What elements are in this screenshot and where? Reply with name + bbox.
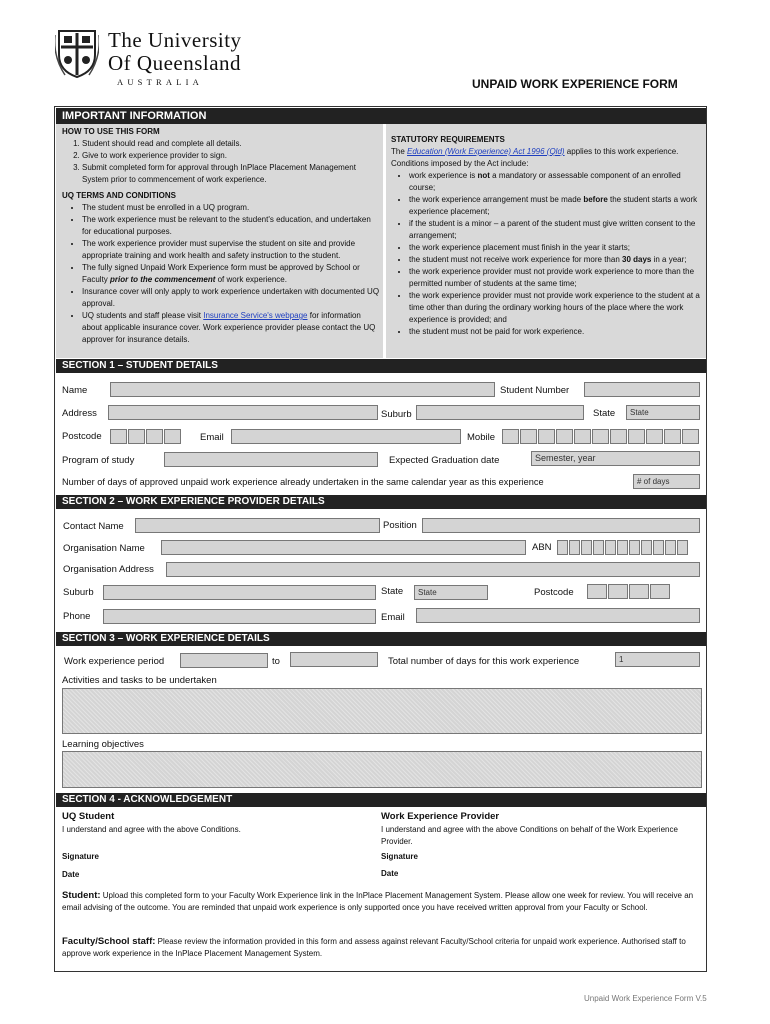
how-step: 1. Student should read and complete all details. bbox=[82, 138, 380, 150]
provider-suburb-input[interactable] bbox=[103, 585, 376, 600]
term-item: • The student must be enrolled in a UQ program. bbox=[82, 202, 380, 214]
total-days-input[interactable]: 1 bbox=[615, 652, 700, 667]
provider-postcode-label: Postcode bbox=[534, 587, 574, 598]
contact-name-label: Contact Name bbox=[63, 521, 124, 532]
term-item: • Insurance cover will only apply to work experience undertaken with documented UQ approval. bbox=[82, 286, 380, 310]
statutory-item: • the student must not be paid for work experience. bbox=[409, 326, 701, 338]
activities-label: Activities and tasks to be undertaken bbox=[62, 675, 217, 686]
suburb-label: Suburb bbox=[381, 409, 412, 420]
provider-ack-title: Work Experience Provider bbox=[381, 811, 500, 822]
state-input[interactable]: State bbox=[626, 405, 700, 420]
student-number-input[interactable] bbox=[584, 382, 700, 397]
staff-instructions: Faculty/School staff: Please review the information provided in this form and assess against relevant Faculty/School criteria for unpaid work experience. Authorised staff to approve work experience in the InPlace Placement Management System. bbox=[62, 936, 686, 958]
university-name-line1: The University bbox=[108, 28, 242, 52]
email-input[interactable] bbox=[231, 429, 461, 444]
position-label: Position bbox=[383, 520, 417, 531]
university-country: AUSTRALIA bbox=[117, 77, 203, 87]
uq-student-text: I understand and agree with the above Conditions. bbox=[62, 825, 241, 834]
organisation-name-label: Organisation Name bbox=[63, 543, 145, 554]
uq-crest-logo bbox=[55, 27, 99, 79]
term-item: • The work experience provider must supervise the student on site and provide appropriate training and work health and safety instruction to the student. bbox=[82, 238, 380, 262]
how-to-title: HOW TO USE THIS FORM bbox=[62, 127, 160, 136]
term-item: • UQ students and staff please visit Insurance Service's webpage for information about applicable insurance cover. Work experience provider please contact the UQ approver for insurance details. bbox=[82, 310, 380, 346]
mobile-cells[interactable] bbox=[502, 429, 700, 444]
abn-label: ABN bbox=[532, 542, 552, 553]
state-label: State bbox=[593, 408, 616, 419]
objectives-label: Learning objectives bbox=[62, 739, 144, 750]
objectives-textarea[interactable] bbox=[62, 751, 702, 788]
statutory-item: • the work experience placement must finish in the year it starts; bbox=[409, 242, 701, 254]
how-to-section bbox=[62, 126, 380, 346]
program-input[interactable] bbox=[164, 452, 378, 467]
statutory-section bbox=[391, 134, 701, 338]
address-input[interactable] bbox=[108, 405, 378, 420]
address-label: Address bbox=[62, 408, 97, 419]
student-number-label: Student Number bbox=[500, 385, 570, 396]
provider-postcode-cells[interactable] bbox=[587, 584, 671, 599]
section3-header: SECTION 3 – WORK EXPERIENCE DETAILS bbox=[56, 632, 706, 646]
contact-name-input[interactable] bbox=[135, 518, 380, 533]
uq-student-title: UQ Student bbox=[62, 811, 115, 822]
name-label: Name bbox=[62, 385, 88, 396]
statutory-item: • the work experience provider must not provide work experience to more than the permitted number of students at the same time; bbox=[409, 266, 701, 290]
organisation-name-input[interactable] bbox=[161, 540, 526, 555]
statutory-item: • the work experience provider must not provide work experience to the student at a time other than during the ordinary working hours of the place where the work experience is provided; and bbox=[409, 290, 701, 326]
form-title: UNPAID WORK EXPERIENCE FORM bbox=[472, 77, 678, 91]
provider-state-label: State bbox=[381, 586, 404, 597]
student-name-input[interactable] bbox=[110, 382, 495, 397]
period-end-input[interactable] bbox=[290, 652, 378, 667]
graduation-label: Expected Graduation date bbox=[389, 455, 500, 466]
section1-header: SECTION 1 – STUDENT DETAILS bbox=[56, 359, 706, 373]
provider-email-label: Email bbox=[381, 612, 405, 623]
total-days-label: Total number of days for this work experience bbox=[388, 656, 580, 667]
activities-textarea[interactable] bbox=[62, 688, 702, 734]
statutory-intro: The Education (Work Experience) Act 1996 (Qld) applies to this work experience. Conditions imposed by the Act include: bbox=[391, 147, 679, 168]
student-signature-label: Signature bbox=[62, 852, 99, 861]
statutory-item: • the student must not receive work experience for more than 30 days in a year; bbox=[409, 254, 701, 266]
prior-days-input[interactable]: # of days bbox=[633, 474, 700, 489]
term-item: • The work experience must be relevant to the student's education, and undertaken for educational purposes. bbox=[82, 214, 380, 238]
email-label: Email bbox=[200, 432, 224, 443]
graduation-input[interactable]: Semester, year bbox=[531, 451, 700, 466]
abn-cells[interactable] bbox=[557, 540, 689, 555]
position-input[interactable] bbox=[422, 518, 700, 533]
important-info-header: IMPORTANT INFORMATION bbox=[56, 108, 706, 124]
provider-state-input[interactable]: State bbox=[414, 585, 488, 600]
organisation-address-label: Organisation Address bbox=[63, 564, 154, 575]
phone-label: Phone bbox=[63, 611, 91, 622]
student-date-label: Date bbox=[62, 870, 80, 879]
term-item: • The fully signed Unpaid Work Experience form must be approved by School or Faculty prior to the commencement of work experience. bbox=[82, 262, 380, 286]
how-step: 3. Submit completed form for approval through InPlace Placement Management System prior to commencement of work experience. bbox=[82, 162, 380, 186]
organisation-address-input[interactable] bbox=[166, 562, 700, 577]
program-label: Program of study bbox=[62, 455, 135, 466]
terms-title: UQ TERMS AND CONDITIONS bbox=[62, 191, 176, 200]
postcode-label: Postcode bbox=[62, 431, 102, 442]
period-label: Work experience period bbox=[64, 656, 165, 667]
provider-ack-text: I understand and agree with the above Conditions on behalf of the Work Experience Provider. bbox=[381, 825, 678, 846]
suburb-input[interactable] bbox=[416, 405, 584, 420]
section4-header: SECTION 4 - ACKNOWLEDGEMENT bbox=[56, 793, 706, 807]
statutory-item: • if the student is a minor – a parent of the student must give written consent to the arrangement; bbox=[409, 218, 701, 242]
postcode-cells[interactable] bbox=[110, 429, 182, 444]
statutory-item: • the work experience arrangement must be made before the student starts a work experience placement; bbox=[409, 194, 701, 218]
provider-suburb-label: Suburb bbox=[63, 587, 94, 598]
section2-header: SECTION 2 – WORK EXPERIENCE PROVIDER DETAILS bbox=[56, 495, 706, 509]
period-to-label: to bbox=[272, 656, 280, 667]
phone-input[interactable] bbox=[103, 609, 376, 624]
prior-days-label: Number of days of approved unpaid work experience already undertaken in the same calendar year as this experience bbox=[62, 477, 544, 487]
provider-signature-label: Signature bbox=[381, 852, 418, 861]
how-step: 2. Give to work experience provider to sign. bbox=[82, 150, 380, 162]
university-name-line2: Of Queensland bbox=[108, 51, 242, 75]
insurance-link[interactable]: Insurance Service's webpage bbox=[203, 311, 308, 320]
student-instructions: Student: Upload this completed form to your Faculty Work Experience link in the InPlace Placement Management System. Please allow one week for review. You will receive an email advising of the outcome. You are reminded that unpaid work experience is only supported once you have received written approval from your Faculty or School. bbox=[62, 890, 694, 912]
statutory-title: STATUTORY REQUIREMENTS bbox=[391, 135, 505, 144]
act-link[interactable]: Education (Work Experience) Act 1996 (Qld) bbox=[407, 147, 565, 156]
mobile-label: Mobile bbox=[467, 432, 495, 443]
footer-version: Unpaid Work Experience Form V.5 bbox=[584, 994, 707, 1003]
statutory-item: • work experience is not a mandatory or assessable component of an enrolled course; bbox=[409, 170, 701, 194]
provider-email-input[interactable] bbox=[416, 608, 700, 623]
period-start-input[interactable] bbox=[180, 653, 268, 668]
provider-date-label: Date bbox=[381, 869, 399, 878]
